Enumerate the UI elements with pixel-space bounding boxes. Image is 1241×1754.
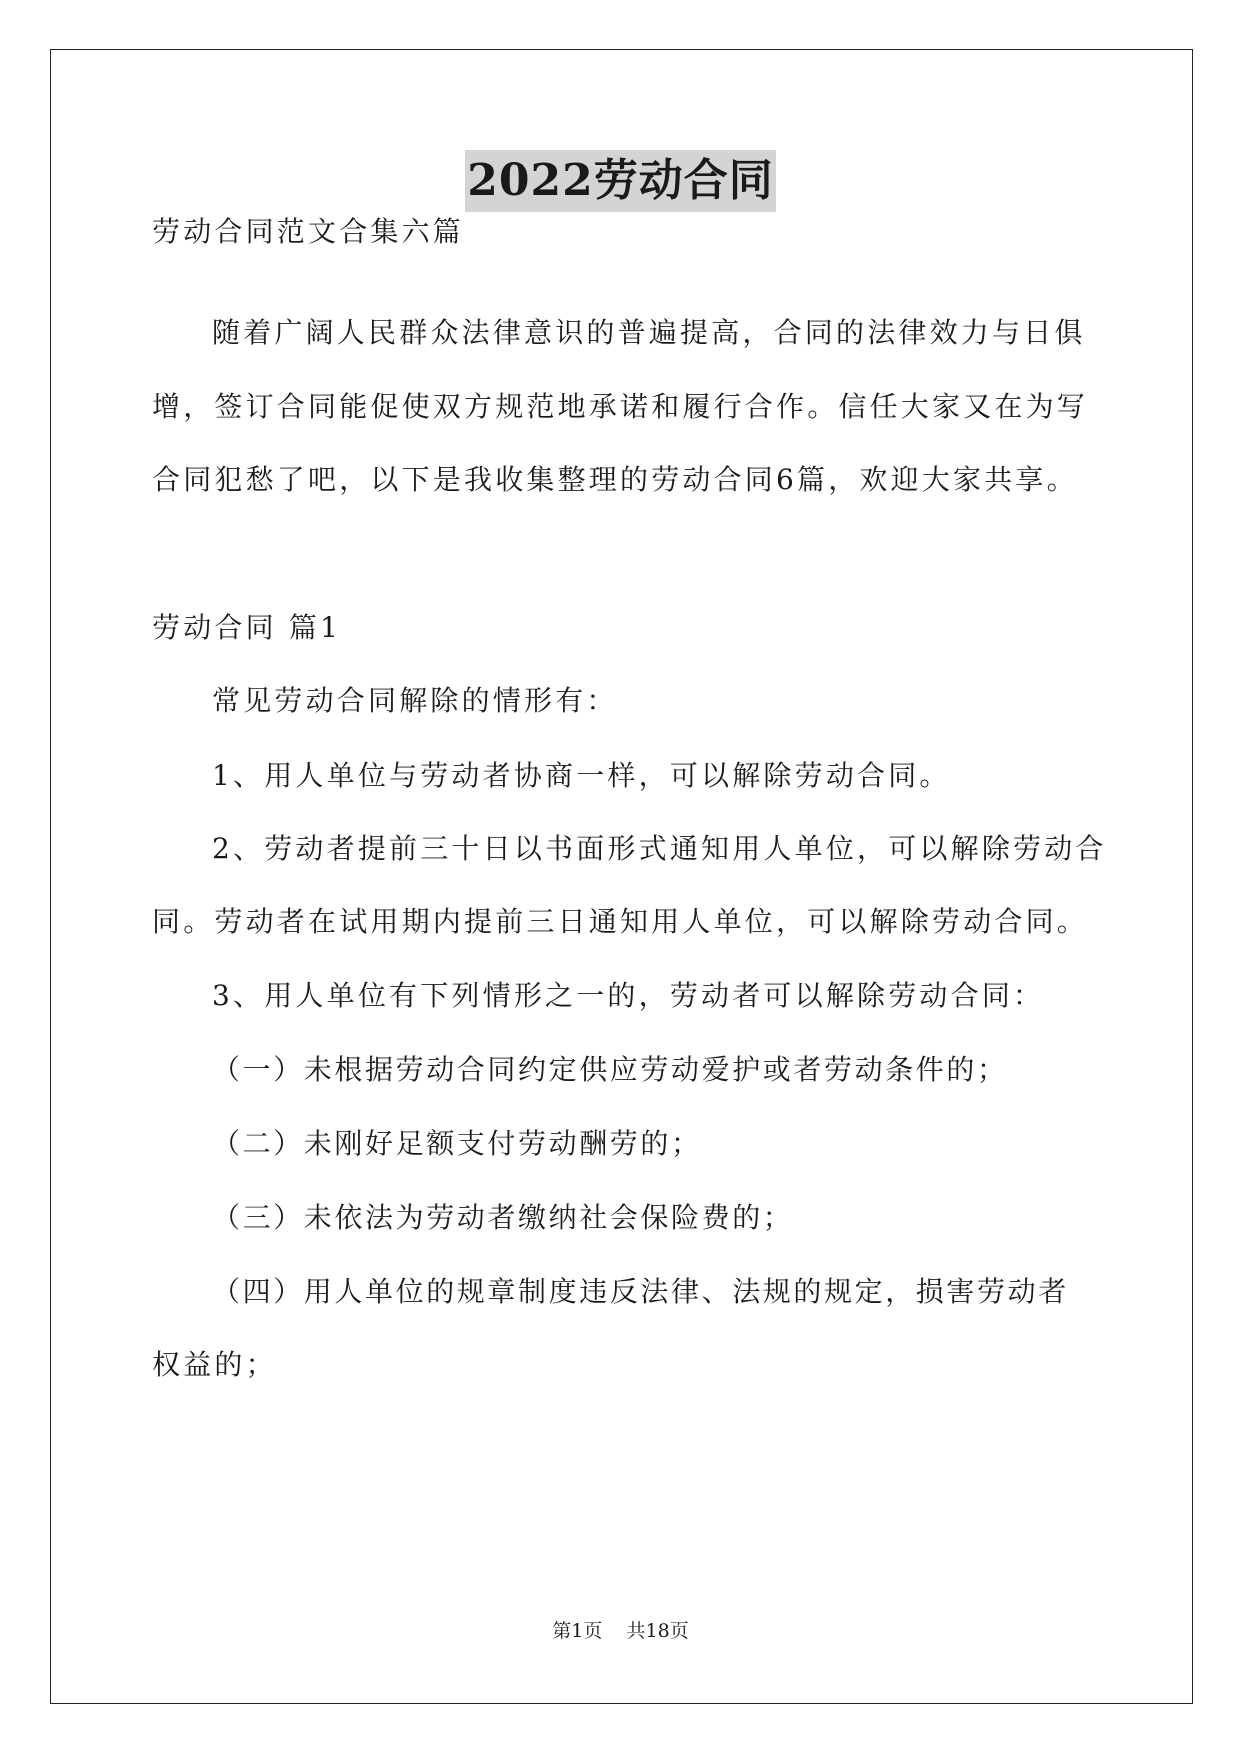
page-total: 共18页	[626, 1620, 689, 1642]
intro-line: 增，签订合同能促使双方规范地承诺和履行合作。信任大家又在为写	[152, 390, 1089, 423]
body-line: 常见劳动合同解除的情形有：	[212, 684, 618, 717]
body-line: （一）未根据劳动合同约定供应劳动爱护或者劳动条件的；	[212, 1053, 1008, 1086]
body-line: （三）未依法为劳动者缴纳社会保险费的；	[212, 1201, 794, 1234]
section-heading: 劳动合同 篇1	[152, 611, 342, 644]
page-border	[50, 49, 1193, 1704]
body-line: 权益的；	[152, 1348, 277, 1381]
page-number: 第1页	[552, 1620, 603, 1642]
body-line: （四）用人单位的规章制度违反法律、法规的规定，损害劳动者	[212, 1275, 1069, 1308]
title-container	[0, 150, 1241, 212]
body-line: 同。劳动者在试用期内提前三日通知用人单位，可以解除劳动合同。	[152, 905, 1089, 938]
document-title: 2022劳动合同	[465, 150, 775, 212]
body-line: 2、劳动者提前三十日以书面形式通知用人单位，可以解除劳动合	[212, 832, 1107, 865]
intro-line: 合同犯愁了吧，以下是我收集整理的劳动合同6篇，欢迎大家共享。	[152, 463, 1078, 496]
page-footer	[0, 1618, 1241, 1644]
body-line: （二）未刚好足额支付劳动酬劳的；	[212, 1127, 702, 1160]
body-line: 1、用人单位与劳动者协商一样，可以解除劳动合同。	[212, 759, 951, 792]
intro-line: 随着广阔人民群众法律意识的普遍提高，合同的法律效力与日俱	[212, 316, 1086, 349]
body-line: 3、用人单位有下列情形之一的，劳动者可以解除劳动合同：	[212, 979, 1045, 1012]
document-subtitle: 劳动合同范文合集六篇	[152, 215, 465, 248]
